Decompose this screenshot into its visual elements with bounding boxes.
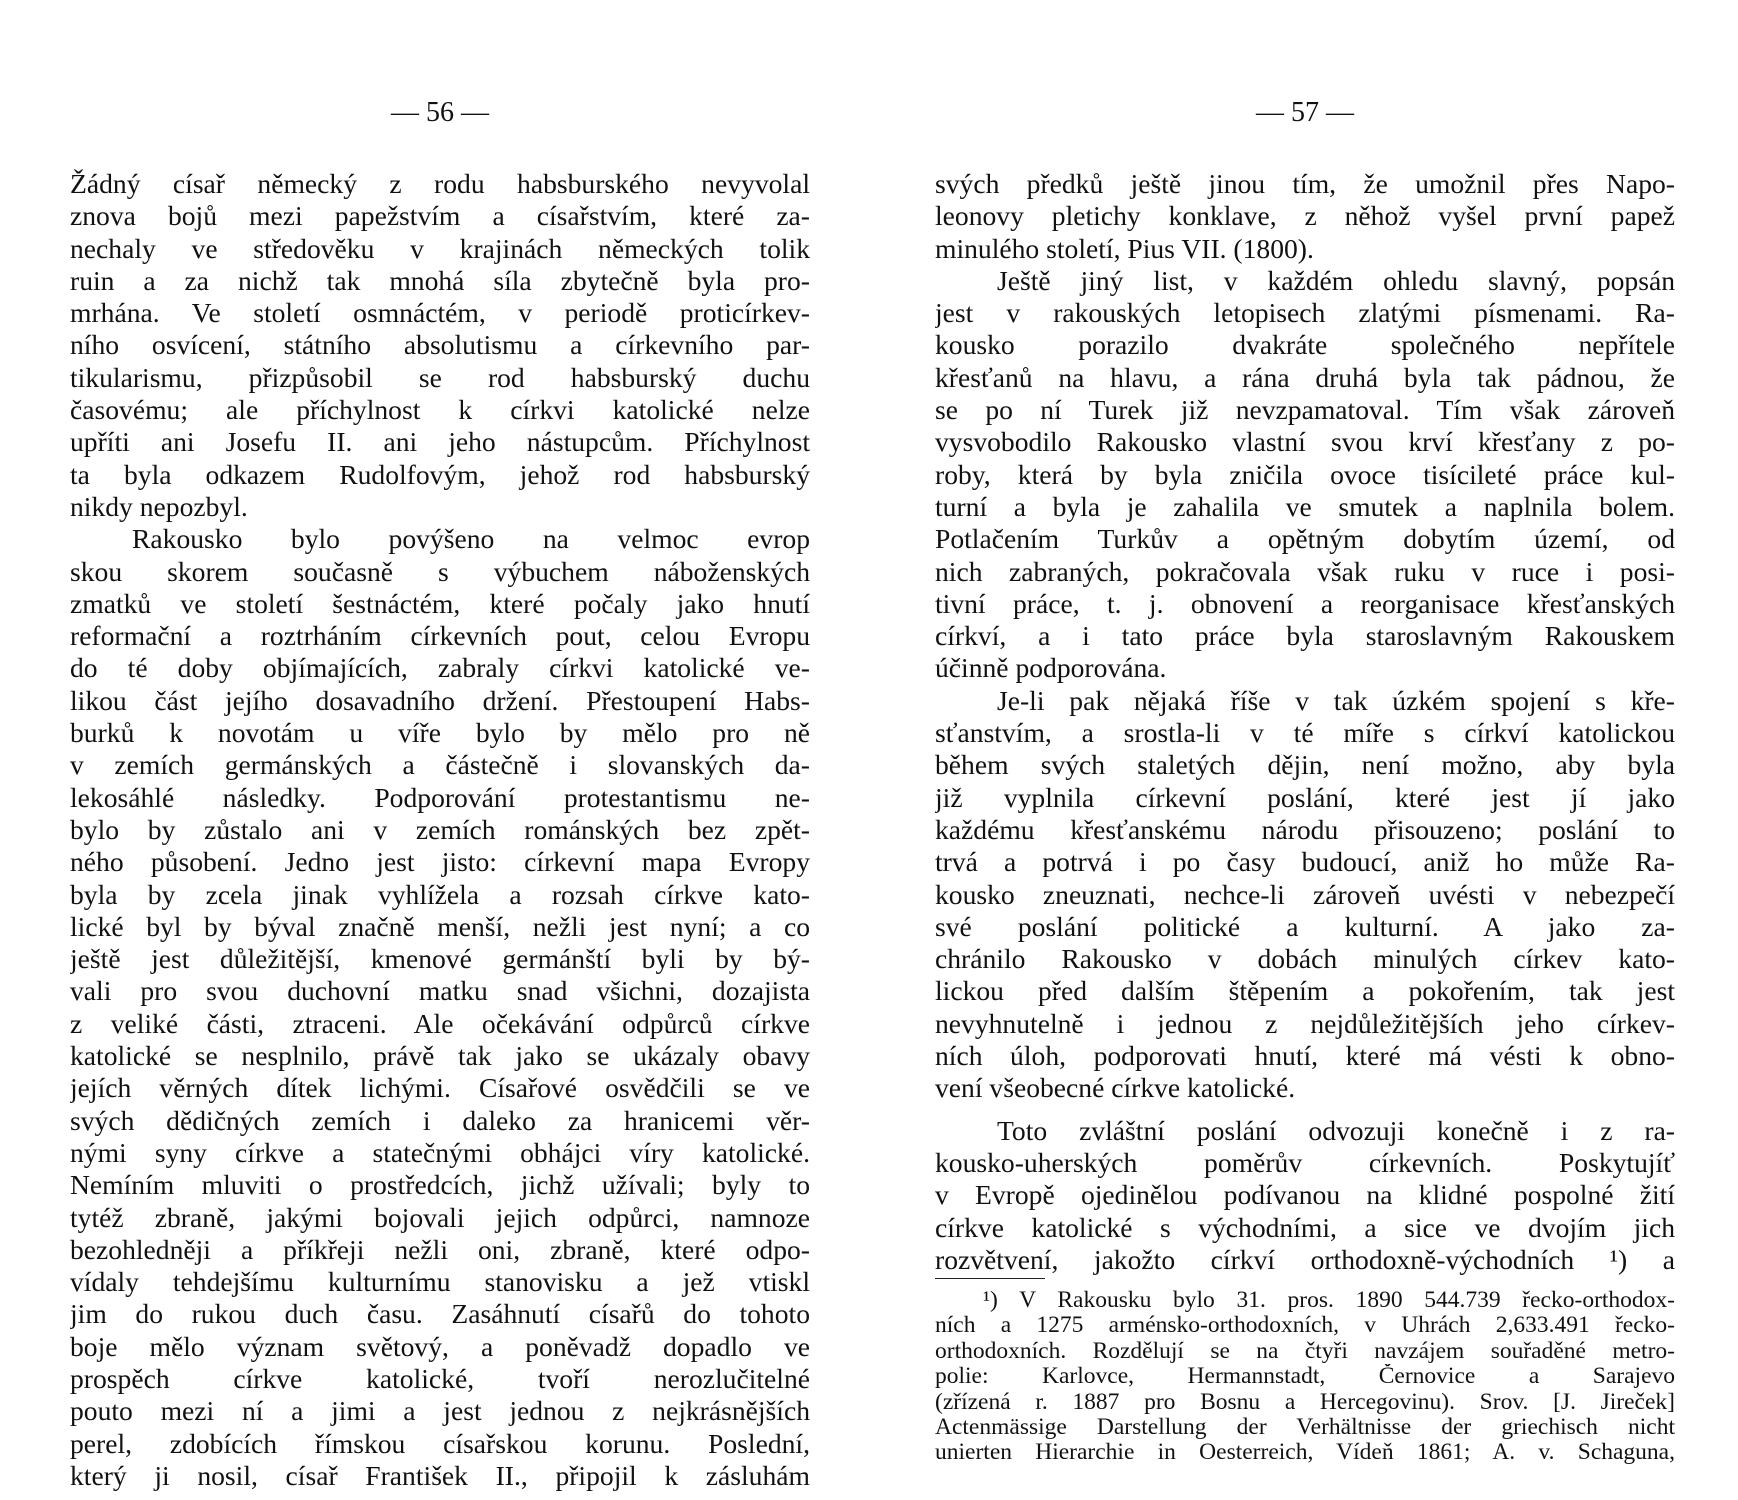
footnote-line: orthodoxních. Rozdělují se na čtyři navzájem souřaděné metro-	[935, 1338, 1675, 1364]
text-line: burků k novotám u víře bylo by mělo pro ně	[70, 717, 810, 749]
text-line: který ji nosil, císař František II., připojil k zásluhám	[70, 1459, 810, 1491]
text-line: každému křesťanskému národu přisouzeno; poslání to	[935, 813, 1675, 845]
text-line: sťanstvím, a srostla-li v té míře s církví katolickou	[935, 717, 1675, 749]
text-line: likou část jejího dosavadního držení. Přestoupení Habs-	[70, 684, 810, 716]
text-line: chránilo Rakousko v dobách minulých církev kato-	[935, 943, 1675, 975]
page-number-right: — 57 —	[1256, 97, 1354, 128]
text-line: ta byla odkazem Rudolfovým, jehož rod habsburský	[70, 458, 810, 490]
text-line: jest v rakouských letopisech zlatými písmenami. Ra-	[935, 297, 1675, 329]
footnote-rule	[935, 1278, 1045, 1279]
text-line: v zemích germánských a částečně i slovanských da-	[70, 749, 810, 781]
text-line: křesťanů na hlavu, a rána druhá byla tak pádnou, že	[935, 361, 1675, 393]
text-line: během svých staletých dějin, není možno, aby byla	[935, 749, 1675, 781]
footnote-line: (zřízená r. 1887 pro Bosnu a Hercegovinu). Srov. [J. Jireček]	[935, 1389, 1675, 1415]
text-line: lekosáhlé následky. Podporování protestantismu ne-	[70, 781, 810, 813]
right-body-text	[935, 168, 1675, 1276]
text-line: účinně podporována.	[935, 652, 1167, 684]
footnote-line: ních a 1275 arménsko-orthodoxních, v Uhrách 2,633.491 řecko-	[935, 1313, 1675, 1339]
text-line: pouto mezi ní a jimi a jest jednou z nejkrásnějších	[70, 1395, 810, 1427]
text-line: vali pro svou duchovní matku snad všichni, dozajista	[70, 975, 810, 1007]
text-line: boje mělo význam světový, a poněvadž dopadlo ve	[70, 1330, 810, 1362]
text-line: minulého století, Pius VII. (1800).	[935, 232, 1314, 264]
text-line: tytéž zbraně, jakými bojovali jejich odpůrci, namnoze	[70, 1201, 810, 1233]
text-line: reformační a roztrháním církevních pout, celou Evropu	[70, 620, 810, 652]
text-line: kousko-uherských poměrův církevních. Poskytujíť	[935, 1146, 1675, 1178]
text-line: trvá a potrvá i po časy budoucí, aniž ho může Ra-	[935, 846, 1675, 878]
text-line: ruin a za nichž tak mnohá síla zbytečně byla pro-	[70, 264, 810, 296]
text-line: skou skorem současně s výbuchem náboženských	[70, 555, 810, 587]
footnotes	[935, 1288, 1675, 1466]
left-page	[70, 0, 810, 1500]
text-line: své poslání politické a kulturní. A jako za-	[935, 910, 1675, 942]
text-line: do té doby objímajících, zabraly církvi katolické ve-	[70, 652, 810, 684]
text-line: Ještě jiný list, v každém ohledu slavný, popsán	[997, 264, 1675, 296]
text-line: ještě jest důležitější, kmenové germánští byli by bý-	[70, 943, 810, 975]
text-line: leonovy pletichy konklave, z něhož vyšel první papež	[935, 200, 1675, 232]
page-number-left: — 56 —	[391, 97, 489, 128]
text-line: Potlačením Turkův a opětným dobytím území, od	[935, 523, 1675, 555]
text-line: roby, která by byla zničila ovoce tisícileté práce kul-	[935, 458, 1675, 490]
text-line: nich zabraných, pokračovala však ruku v ruce i posi-	[935, 555, 1675, 587]
text-line: nevyhnutelně i jednou z nejdůležitějších jeho církev-	[935, 1007, 1675, 1039]
text-line: katolické se nesplnilo, právě tak jako se ukázaly obavy	[70, 1040, 810, 1072]
text-line: bezohledněji a příkřeji nežli oni, zbraně, které odpo-	[70, 1233, 810, 1265]
text-line: Toto zvláštní poslání odvozuji konečně i z ra-	[997, 1114, 1675, 1146]
text-line: tikularismu, přizpůsobil se rod habsburský duchu	[70, 361, 810, 393]
text-line: zmatků ve století šestnáctém, které počaly jako hnutí	[70, 587, 810, 619]
text-line: tivní práce, t. j. obnovení a reorganisace křesťanských	[935, 587, 1675, 619]
left-body-text	[70, 168, 810, 1492]
text-line: vysvobodilo Rakousko vlastní svou krví křesťany z po-	[935, 426, 1675, 458]
text-line: lickou před dalším štěpením a pokořením, tak jest	[935, 975, 1675, 1007]
text-line: církví, a i tato práce byla staroslavným Rakouskem	[935, 620, 1675, 652]
text-line: bylo by zůstalo ani v zemích románských bez zpět-	[70, 813, 810, 845]
text-line: časovému; ale příchylnost k církvi katolické nelze	[70, 394, 810, 426]
paragraph-gap	[935, 1105, 1675, 1115]
text-line: kousko porazilo dvakráte společného nepřítele	[935, 329, 1675, 361]
text-line: perel, zdobících římskou císařskou korunu. Poslední,	[70, 1427, 810, 1459]
text-line: svých předků ještě jinou tím, že umožnil přes Napo-	[935, 168, 1675, 199]
text-line: Nemíním mluviti o prostředcích, jichž užívali; byly to	[70, 1169, 810, 1201]
text-line: vení všeobecné církve katolické.	[935, 1072, 1296, 1104]
text-line: znova bojů mezi papežstvím a císařstvím, které za-	[70, 200, 810, 232]
text-line: se po ní Turek již nevzpamatoval. Tím však zároveň	[935, 394, 1675, 426]
text-line: nými syny církve a statečnými obhájci víry katolické.	[70, 1136, 810, 1168]
text-line: upříti ani Josefu II. ani jeho nástupcům. Příchylnost	[70, 426, 810, 458]
text-line: lické byl by býval značně menší, nežli jest nyní; a co	[70, 910, 810, 942]
text-line: z veliké části, ztraceni. Ale očekávání odpůrců církve	[70, 1007, 810, 1039]
text-line: nikdy nepozbyl.	[70, 490, 248, 522]
text-line: již vyplnila církevní poslání, které jest jí jako	[935, 781, 1675, 813]
footnote-line: ¹) V Rakousku bylo 31. pros. 1890 544.739 řecko-orthodox-	[983, 1288, 1675, 1313]
text-line: kousko zneuznati, nechce-li zároveň uvésti v nebezpečí	[935, 878, 1675, 910]
text-line: prospěch církve katolické, tvoří nerozlučitelné	[70, 1362, 810, 1394]
right-page	[935, 0, 1675, 1500]
text-line: ného působení. Jedno jest jisto: církevní mapa Evropy	[70, 846, 810, 878]
text-line: ního osvícení, státního absolutismu a církevního par-	[70, 329, 810, 361]
text-line: církve katolické s východními, a sice ve dvojím jich	[935, 1211, 1675, 1243]
footnote-line: unierten Hierarchie in Oesterreich, Vídeň 1861; A. v. Schaguna,	[935, 1440, 1675, 1466]
text-line: vídaly tehdejšímu kulturnímu stanovisku a jež vtiskl	[70, 1266, 810, 1298]
text-line: Rakousko bylo povýšeno na velmoc evrop	[132, 523, 810, 555]
text-line: mrhána. Ve století osmnáctém, v periodě proticírkev-	[70, 297, 810, 329]
footnote-line: polie: Karlovce, Hermannstadt, Černovice a Sarajevo	[935, 1364, 1675, 1390]
text-line: jejích věrných dítek lichými. Císařové osvědčili se ve	[70, 1072, 810, 1104]
text-line: rozvětvení, jakožto církví orthodoxně-východních ¹) a	[935, 1243, 1675, 1275]
text-line: jim do rukou duch času. Zasáhnutí císařů do tohoto	[70, 1298, 810, 1330]
text-line: Žádný císař německý z rodu habsburského nevyvolal	[70, 168, 810, 199]
text-line: byla by zcela jinak vyhlížela a rozsah církve kato-	[70, 878, 810, 910]
text-line: Je-li pak nějaká říše v tak úzkém spojení s kře-	[997, 684, 1675, 716]
text-line: nechaly ve středověku v krajinách německých tolik	[70, 232, 810, 264]
footnote-line: Actenmässige Darstellung der Verhältnisse der griechisch nicht	[935, 1414, 1675, 1440]
text-line: svých dědičných zemích i daleko za hranicemi věr-	[70, 1104, 810, 1136]
text-line: turní a byla je zahalila ve smutek a naplnila bolem.	[935, 490, 1675, 522]
text-line: v Evropě ojedinělou podívanou na klidné pospolné žití	[935, 1179, 1675, 1211]
text-line: ních úloh, podporovati hnutí, které má vésti k obno-	[935, 1040, 1675, 1072]
